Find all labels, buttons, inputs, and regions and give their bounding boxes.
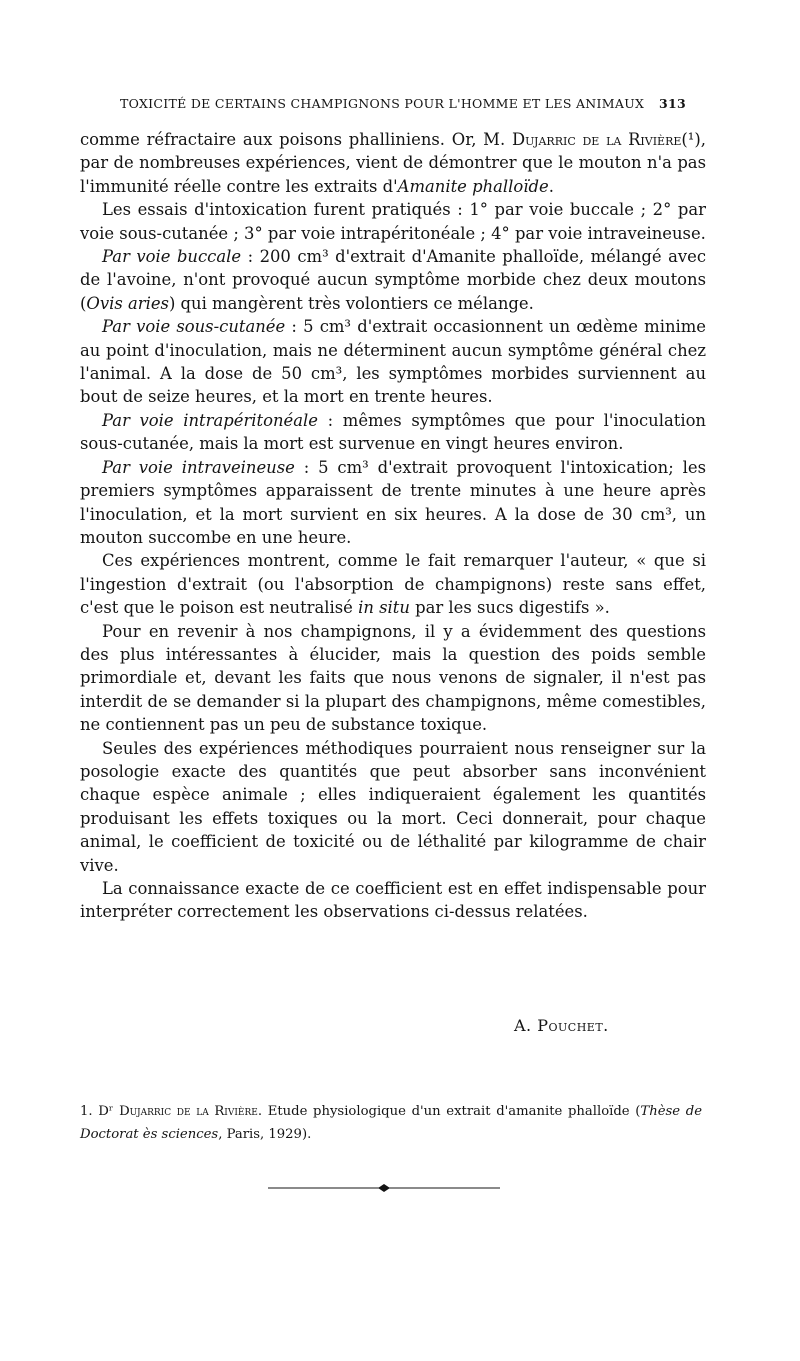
text-run: comme réfractaire aux poisons phalliniens. Or, M. — [80, 130, 512, 149]
text-run: : 5 cm³ d'extrait provoquent l'intoxication; les premiers symptômes apparaissent de trente minutes à une heure après l'inoculation, et la mort survient en six heures. A la dose de 30 cm³, un mouton succombe en une heure. — [80, 457, 706, 547]
paragraph-6 — [80, 456, 706, 550]
paragraph-8: Pour en revenir à nos champignons, il y a évidemment des questions des plus intéressantes à élucider, mais la question des poids semble primordiale et, devant les faits que nous venons de signaler, il n'est pas interdit de se demander si la plupart des champignons, même comestibles, ne contiennent pas un peu de substance toxique. — [80, 621, 706, 735]
paragraph-4 — [80, 315, 706, 409]
footnote — [80, 1100, 702, 1146]
text-run: . Etude physiologique d'un extrait d'amanite phalloïde ( — [257, 1104, 641, 1119]
text-run: : mêmes symptômes que pour l'inoculation sous-cutanée, mais la mort est survenue en vingt heures environ. — [80, 410, 706, 454]
paragraph-3 — [80, 245, 706, 315]
text-run: : 200 cm³ d'extrait d'Amanite phalloïde, mélangé avec de l'avoine, n'ont provoqué aucun symptôme morbide chez deux moutons ( — [80, 247, 707, 313]
route-heading: Par voie intraveineuse — [102, 457, 295, 477]
route-heading: Par voie buccale — [102, 247, 242, 267]
footnote-number: 1. — [80, 1104, 99, 1119]
author-signature: A. Pouchet. — [514, 1016, 609, 1035]
paragraph-5 — [80, 409, 706, 456]
species-name: Amanite phalloïde — [397, 176, 549, 196]
paragraph-10: La connaissance exacte de ce coefficient est en effet indispensable pour interpréter correctement les observations ci-dessus relatées. — [80, 879, 706, 922]
text-run: ) qui mangèrent très volontiers ce mélange. — [168, 293, 534, 313]
paragraph-1 — [80, 128, 706, 198]
text-run: par les sucs digestifs ». — [409, 598, 610, 618]
text-run: , par de nombreuses expériences, vient de démontrer que le mouton n'a pas l'immunité réelle contre les extraits d' — [80, 130, 706, 196]
author-name: Dujarric de la Rivière — [511, 130, 682, 149]
footnote-author: Dʳ Dujarric de la Rivière — [98, 1104, 258, 1119]
page-number: 313 — [659, 96, 686, 111]
species-name: Ovis aries — [86, 293, 169, 313]
section-divider — [268, 1183, 500, 1193]
paragraph-2: Les essais d'intoxication furent pratiqués : 1° par voie buccale ; 2° par voie sous-cutanée ; 3° par voie intrapéritonéale ; 4° par voie intraveineuse. — [80, 200, 706, 243]
text-run: Ces expériences montrent, comme le fait remarquer l'auteur, « que si l'ingestion d'extrait (ou l'absorption de champignons) reste sans effet, c'est que le poison est neutralisé — [80, 551, 706, 618]
article-body — [80, 128, 706, 924]
thesis-title: Thèse de Doctorat ès sciences — [80, 1104, 703, 1142]
route-heading: Par voie intrapéritonéale — [102, 410, 318, 430]
footnote-ref: (¹) — [681, 130, 701, 149]
paragraph-9: Seules des expériences méthodiques pourraient nous renseigner sur la posologie exacte des quantités que peut absorber sans inconvénient chaque espèce animale ; elles indiqueraient également les quantités produisant les effets toxiques ou la mort. Ceci donnerait, pour chaque animal, le coefficient de toxicité ou de léthalité par kilogramme de chair vive. — [80, 738, 706, 875]
paragraph-7 — [80, 549, 706, 619]
text-run: . — [548, 176, 554, 196]
latin-phrase: in situ — [358, 598, 410, 618]
text-run: , Paris, 1929). — [218, 1127, 312, 1142]
route-heading: Par voie sous-cutanée — [102, 317, 286, 337]
running-title: TOXICITÉ DE CERTAINS CHAMPIGNONS POUR L'HOMME ET LES ANIMAUX — [120, 96, 645, 111]
text-run: : 5 cm³ d'extrait occasionnent un œdème minime au point d'inoculation, mais ne déterminent aucun symptôme général chez l'animal. A la dose de 50 cm³, les symptômes morbides surviennent au bout de seize heures, et la mort en trente heures. — [80, 317, 706, 407]
running-header — [120, 96, 686, 116]
